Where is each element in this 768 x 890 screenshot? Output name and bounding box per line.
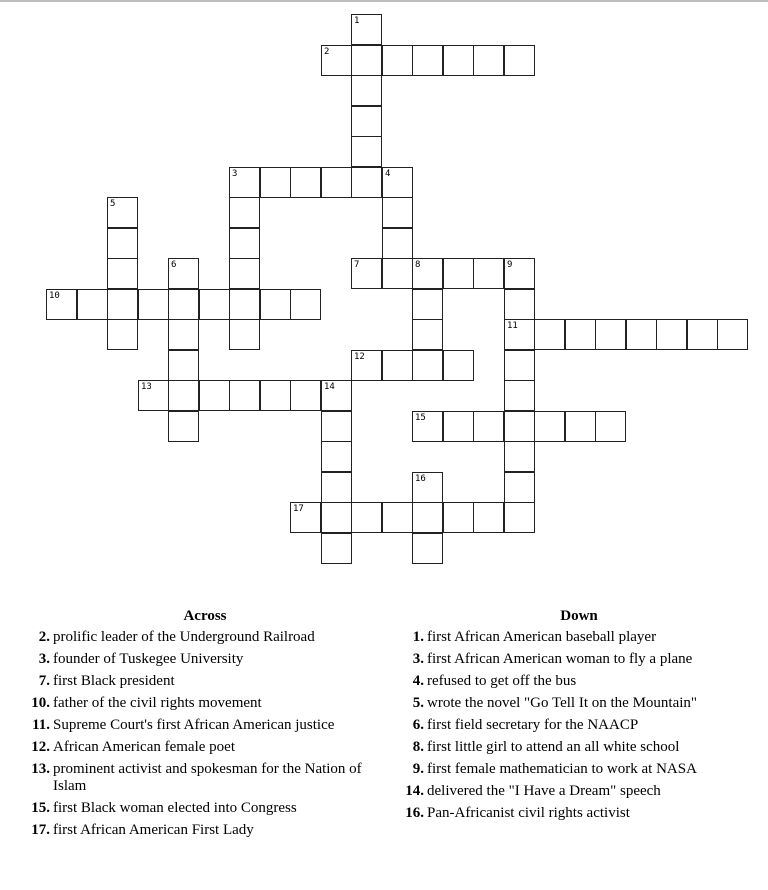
crossword-cell[interactable] [351, 75, 382, 106]
cell-number: 15 [415, 413, 426, 423]
crossword-cell[interactable] [473, 258, 504, 289]
clue-number: 13. [31, 761, 50, 777]
crossword-cell[interactable] [443, 45, 474, 76]
cell-number: 4 [385, 169, 391, 179]
crossword-cell[interactable] [229, 167, 260, 198]
down-clue [404, 673, 754, 690]
crossword-cell[interactable] [504, 289, 535, 320]
crossword-cell[interactable] [321, 441, 352, 472]
cell-number: 7 [354, 260, 360, 270]
crossword-cell[interactable] [229, 289, 260, 320]
crossword-cell[interactable] [656, 319, 687, 350]
clue-text: Supreme Court's first African American justice [53, 717, 335, 733]
across-clue [30, 651, 380, 668]
clue-text: first African American First Lady [53, 822, 254, 838]
cell-number: 5 [110, 199, 116, 209]
across-clues [30, 608, 380, 844]
down-clue [404, 629, 754, 646]
crossword-cell[interactable] [321, 45, 352, 76]
crossword-cell[interactable] [443, 350, 474, 381]
cell-number: 9 [507, 260, 513, 270]
crossword-cell[interactable] [412, 502, 443, 533]
crossword-cell[interactable] [351, 106, 382, 137]
crossword-cell[interactable] [504, 319, 535, 350]
crossword-cell[interactable] [290, 167, 321, 198]
crossword-cell[interactable] [107, 319, 138, 350]
crossword-cell[interactable] [412, 350, 443, 381]
crossword-cell[interactable] [382, 350, 413, 381]
cell-number: 14 [324, 382, 335, 392]
clue-text: wrote the novel "Go Tell It on the Mountain" [427, 695, 698, 711]
crossword-cell[interactable] [626, 319, 657, 350]
crossword-cell[interactable] [443, 258, 474, 289]
clue-number: 2. [38, 629, 50, 645]
crossword-cell[interactable] [321, 167, 352, 198]
crossword-cell[interactable] [687, 319, 718, 350]
crossword-cell[interactable] [260, 167, 291, 198]
clue-text: father of the civil rights movement [53, 695, 262, 711]
cell-number: 10 [49, 291, 60, 301]
crossword-cell[interactable] [351, 14, 382, 45]
crossword-cell[interactable] [229, 319, 260, 350]
crossword-cell[interactable] [412, 258, 443, 289]
cell-number: 2 [324, 47, 330, 57]
crossword-cell[interactable] [473, 502, 504, 533]
clue-text: first African American baseball player [427, 629, 657, 645]
down-clue-list [404, 629, 754, 822]
crossword-cell[interactable] [473, 411, 504, 442]
clue-text: first Black woman elected into Congress [53, 800, 297, 816]
crossword-cell[interactable] [229, 380, 260, 411]
crossword-cell[interactable] [260, 289, 291, 320]
crossword-cell[interactable] [199, 380, 230, 411]
clue-text: first female mathematician to work at NASA [427, 761, 697, 777]
crossword-cell[interactable] [107, 197, 138, 228]
clue-text: first little girl to attend an all white school [427, 739, 680, 755]
crossword-cell[interactable] [504, 502, 535, 533]
crossword-cell[interactable] [229, 258, 260, 289]
crossword-cell[interactable] [168, 289, 199, 320]
crossword-cell[interactable] [412, 319, 443, 350]
crossword-cell[interactable] [504, 45, 535, 76]
down-clue [404, 695, 754, 712]
crossword-cell[interactable] [534, 319, 565, 350]
crossword-cell[interactable] [321, 533, 352, 564]
crossword-cell[interactable] [107, 258, 138, 289]
across-clue [30, 822, 380, 839]
cell-number: 16 [415, 474, 426, 484]
cell-number: 13 [141, 382, 152, 392]
crossword-cell[interactable] [504, 380, 535, 411]
crossword-cell[interactable] [321, 380, 352, 411]
down-heading: Down [560, 608, 598, 624]
crossword-cell[interactable] [351, 350, 382, 381]
clue-text: refused to get off the bus [427, 673, 577, 689]
across-clue [30, 739, 380, 756]
crossword-cell[interactable] [290, 380, 321, 411]
crossword-cell[interactable] [290, 289, 321, 320]
down-clue [404, 783, 754, 800]
clue-number: 17. [31, 822, 50, 838]
crossword-cell[interactable] [504, 472, 535, 503]
crossword-cell[interactable] [321, 502, 352, 533]
crossword-cell[interactable] [382, 197, 413, 228]
clue-text: prolific leader of the Underground Railroad [53, 629, 315, 645]
clue-text: first field secretary for the NAACP [427, 717, 639, 733]
down-clue [404, 761, 754, 778]
crossword-cell[interactable] [351, 258, 382, 289]
cell-number: 3 [232, 169, 238, 179]
clue-number: 5. [412, 695, 424, 711]
crossword-cell[interactable] [351, 502, 382, 533]
crossword-cell[interactable] [412, 289, 443, 320]
crossword-cell[interactable] [199, 289, 230, 320]
clue-text: first African American woman to fly a plane [427, 651, 693, 667]
clue-number: 9. [412, 761, 424, 777]
crossword-cell[interactable] [229, 228, 260, 259]
crossword-cell[interactable] [412, 472, 443, 503]
down-clue [404, 717, 754, 734]
cell-number: 17 [293, 504, 304, 514]
crossword-cell[interactable] [351, 136, 382, 167]
cell-number: 1 [354, 16, 360, 26]
crossword-cell[interactable] [382, 228, 413, 259]
crossword-cell[interactable] [168, 319, 199, 350]
crossword-cell[interactable] [473, 45, 504, 76]
crossword-cell[interactable] [168, 411, 199, 442]
down-clue [404, 739, 754, 756]
clue-text: prominent activist and spokesman for the Nation of Islam [53, 761, 362, 794]
crossword-cell[interactable] [382, 167, 413, 198]
crossword-cell[interactable] [107, 228, 138, 259]
across-clue [30, 800, 380, 817]
across-heading: Across [183, 608, 227, 624]
across-clue [30, 717, 380, 734]
crossword-cell[interactable] [412, 45, 443, 76]
clue-number: 6. [412, 717, 424, 733]
clue-number: 1. [412, 629, 424, 645]
clue-number: 7. [38, 673, 50, 689]
clue-number: 16. [405, 805, 424, 821]
crossword-cell[interactable] [504, 441, 535, 472]
crossword-cell[interactable] [321, 411, 352, 442]
crossword-cell[interactable] [138, 380, 169, 411]
across-clue [30, 629, 380, 646]
clue-number: 11. [32, 717, 50, 733]
crossword-cell[interactable] [412, 411, 443, 442]
clue-text: founder of Tuskegee University [53, 651, 244, 667]
crossword-cell[interactable] [443, 411, 474, 442]
crossword-cell[interactable] [717, 319, 748, 350]
crossword-cell[interactable] [382, 258, 413, 289]
crossword-cell[interactable] [351, 45, 382, 76]
crossword-cell[interactable] [382, 502, 413, 533]
cell-number: 8 [415, 260, 421, 270]
across-clue [30, 695, 380, 712]
crossword-cell[interactable] [412, 533, 443, 564]
down-clue [404, 651, 754, 668]
clue-text: delivered the "I Have a Dream" speech [427, 783, 661, 799]
clue-text: first Black president [53, 673, 175, 689]
crossword-cell[interactable] [595, 411, 626, 442]
clue-number: 15. [31, 800, 50, 816]
clue-number: 8. [412, 739, 424, 755]
across-clue [30, 761, 380, 795]
crossword-cell[interactable] [168, 350, 199, 381]
crossword-cell[interactable] [229, 197, 260, 228]
crossword-cell[interactable] [565, 411, 596, 442]
down-clues [404, 608, 754, 827]
crossword-cell[interactable] [534, 411, 565, 442]
clue-number: 3. [412, 651, 424, 667]
crossword-cell[interactable] [351, 167, 382, 198]
crossword-cell[interactable] [168, 380, 199, 411]
crossword-cell[interactable] [382, 45, 413, 76]
crossword-cell[interactable] [46, 289, 77, 320]
crossword-cell[interactable] [138, 289, 169, 320]
crossword-cell[interactable] [595, 319, 626, 350]
crossword-cell[interactable] [443, 502, 474, 533]
crossword-cell[interactable] [107, 289, 138, 320]
crossword-cell[interactable] [504, 258, 535, 289]
crossword-cell[interactable] [260, 380, 291, 411]
clue-number: 14. [405, 783, 424, 799]
cell-number: 11 [507, 321, 518, 331]
clue-text: African American female poet [53, 739, 235, 755]
clue-number: 12. [31, 739, 50, 755]
crossword-cell[interactable] [290, 502, 321, 533]
crossword-cell[interactable] [168, 258, 199, 289]
crossword-cell[interactable] [504, 350, 535, 381]
cell-number: 6 [171, 260, 177, 270]
across-clue [30, 673, 380, 690]
clue-number: 3. [38, 651, 50, 667]
down-clue [404, 805, 754, 822]
crossword-cell[interactable] [504, 411, 535, 442]
crossword-cell[interactable] [77, 289, 108, 320]
crossword-cell[interactable] [565, 319, 596, 350]
cell-number: 12 [354, 352, 365, 362]
crossword-cell[interactable] [321, 472, 352, 503]
clue-number: 10. [31, 695, 50, 711]
across-clue-list [30, 629, 380, 839]
clue-number: 4. [412, 673, 424, 689]
clue-text: Pan-Africanist civil rights activist [427, 805, 630, 821]
